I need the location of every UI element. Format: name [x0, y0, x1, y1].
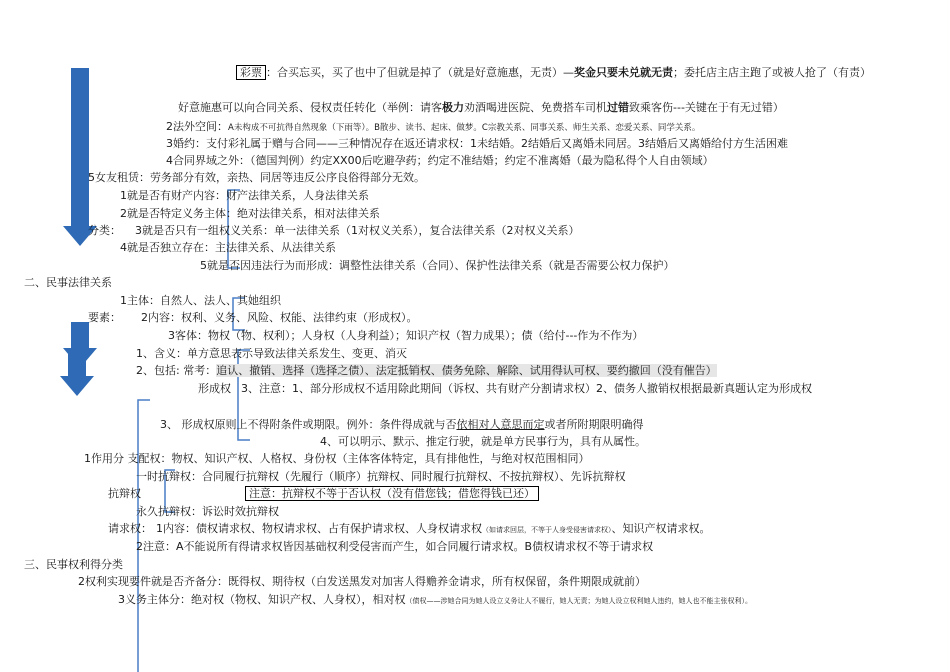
line-lottery: 彩票 ：合买忘买，买了也中了但就是掉了（就是好意施惠，无责）—奖金只要未兑就无责；委托店主店主跑了或被人抢了（有责）: [236, 66, 871, 80]
line-girlfriend-rental: 5女友租赁：劳务部分有效，亲热、同居等违反公序良俗得部分无效。: [88, 171, 425, 184]
line-class-2: 2就是否特定义务主体：绝对法律关系，相对法律关系: [120, 207, 380, 220]
line-engagement: 3婚约：支付彩礼属于赠与合同——三种情况存在返还请求权：1未结婚。2结婚后又离婚未同居。3结婚后又离婚给付方生活困难: [166, 137, 788, 150]
line-goodwill: 好意施惠可以向合同关系、侵权责任转化（举例：请客极力劝酒喝进医院、免费搭车司机过错致乘客伤---关键在于有无过错）: [178, 101, 784, 114]
line-formation-meaning: 1、含义：单方意思表示导致法律关系发生、变更、消灭: [136, 347, 407, 360]
line-formation-includes: 2、包括: 常考：追认、撤销、选择（选择之债）、法定抵销权、债务免除、解除、试用得认可权、要约撤回（没有催告）: [136, 364, 717, 377]
line-claim-right: 请求权： 1内容：债权请求权、物权请求权、占有保护请求权、人身权请求权（如请求回层，不等于人身受侵害请求权）、知识产权请求权。: [108, 522, 711, 535]
line-class-1: 1就是否有财产内容：财产法律关系，人身法律关系: [120, 189, 369, 202]
line-outside-law: 2法外空间：A未构成不可抗得自然现象（下雨等）。B散步、读书、起床、做梦。C宗教关系、同事关系、师生关系、恋爱关系、同学关系。: [166, 120, 701, 133]
line-claim-note: 2注意：A不能说所有得请求权皆因基础权利受侵害而产生，如合同履行请求权。B债权请求权不等于请求权: [136, 540, 654, 553]
heading-right-classification: 三、民事权利得分类: [24, 558, 123, 571]
line-subject: 1主体：自然人、法人、其她组织: [120, 294, 281, 307]
line-temporary-defense: 一时抗辩权：合同履行抗辩权（先履行（顺序）抗辩权、同时履行抗辩权、不按抗辩权）、先诉抗辩权: [136, 470, 626, 483]
line-class-3: 分类： 3就是否只有一组权义关系：单一法律关系（1对权义关系），复合法律关系（2对权义关系）: [88, 224, 580, 237]
boxed-note-defense: 注意：抗辩权不等于否认权（没有借您钱；借您得钱已还）: [245, 486, 539, 501]
highlighted-list: 追认、撤销、选择（选择之债）、法定抵销权、债务免除、解除、试用得认可权、要约撤回（没有催告）: [216, 364, 717, 377]
line-defense-right: 抗辩权 注意：抗辩权不等于否认权（没有借您钱；借您得钱已还）: [108, 487, 539, 501]
line-permanent-defense: 永久抗辩权：诉讼时效抗辩权: [136, 505, 279, 518]
boxed-term-lottery: 彩票: [236, 65, 266, 80]
line-class-5: 5就是否因违法行为而形成：调整性法律关系（合同）、保护性法律关系（就是否需要公权力保护）: [200, 259, 675, 272]
line-class-4: 4就是否独立存在：主法律关系、从法律关系: [120, 241, 336, 254]
line-contract-boundary: 4合同界域之外：（德国判例）约定XX00后吃避孕药；约定不准结婚；约定不准离婚（最为隐私得个人自由领域）: [166, 154, 714, 167]
line-formation-express: 4、可以明示、默示、推定行驶，就是单方民事行为，具有从属性。: [320, 435, 646, 448]
line-object: 3客体：物权（物、权利）；人身权（人身利益）；知识产权（智力成果）；债（给付---作为不作为）: [168, 329, 644, 342]
down-arrow-icon-1: [63, 68, 97, 246]
line-vested-expectant: 2权利实现要件就是否齐备分：既得权、期待权（白发送黑发对加害人得赡养金请求，所有权保留，条件期限成就前）: [78, 575, 646, 588]
line-formation-note: 形成权 3、注意：1、部分形成权不适用除此期间（诉权、共有财产分割请求权）2、债务人撤销权根据最新真题认定为形成权: [198, 382, 812, 395]
line-elements: 要素： 2内容：权利、义务、风险、权能、法律约束（形成权）。: [88, 311, 418, 324]
line-dominion-right: 1作用分 支配权：物权、知识产权、人格权、身份权（主体客体特定，具有排他性，与绝对权范围相同）: [84, 452, 590, 465]
line-absolute-relative: 3义务主体分：绝对权（物权、知识产权、人身权），相对权（债权——涉她合同为她人设立义务让人不履行，她人无责；为她人设立权利她人违约，她人也不能主张权利）。: [118, 593, 752, 606]
heading-civil-relations: 二、民事法律关系: [24, 276, 112, 289]
line-formation-condition: 3、 形成权原则上不得附条件或期限。例外：条件得成就与否依相对人意思而定或者所附期限明确得: [160, 418, 644, 431]
